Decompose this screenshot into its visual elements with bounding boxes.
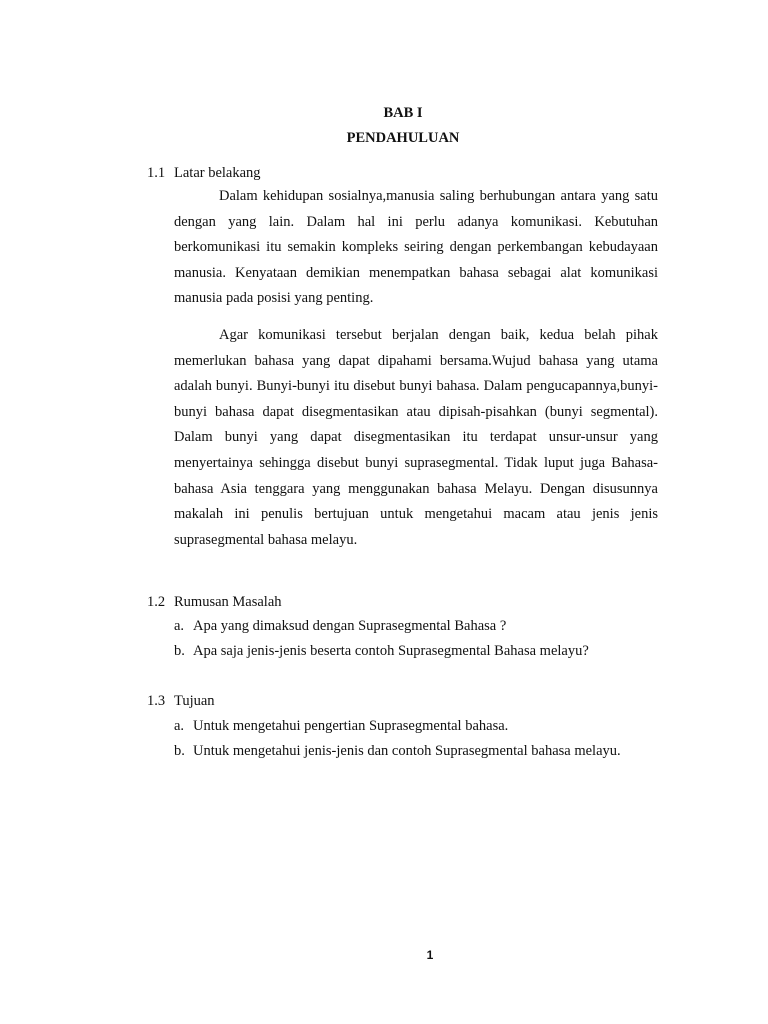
paragraph-2: Agar komunikasi tersebut berjalan dengan baik, kedua belah pihak memerlukan bahasa yang dapat dipahami bersama.Wujud bahasa yang utama adalah bunyi. Bunyi-bunyi itu disebut bunyi bahasa. Dalam pengucapannya,bunyi-bunyi bahasa dapat disegmentasikan atau dipisah-pisahkan (bunyi segmental). Dalam bunyi yang dapat disegmentasikan itu terdapat unsur-unsur yang menyertainya sehingga disebut bunyi suprasegmental. Tidak luput juga Bahasa-bahasa Asia tenggara yang menggunakan bahasa Melayu. Dengan disusunnya makalah ini penulis bertujuan untuk mengetahui macam atau jenis jenis suprasegmental bahasa melayu. xyxy=(174,327,658,548)
list-item xyxy=(174,717,508,735)
list-item-text: Untuk mengetahui jenis-jenis dan contoh Suprasegmental bahasa melayu. xyxy=(193,743,621,759)
list-item-text: Untuk mengetahui pengertian Suprasegmental bahasa. xyxy=(193,718,509,734)
section-number: 1.2 xyxy=(147,594,166,610)
list-marker: a. xyxy=(174,618,185,634)
list-item xyxy=(174,642,589,660)
chapter-title: PENDAHULUAN xyxy=(346,130,460,146)
section-heading-rumusan-masalah xyxy=(147,593,282,611)
list-item-text: Apa saja jenis-jenis beserta contoh Suprasegmental Bahasa melayu? xyxy=(193,643,589,659)
section-number: 1.3 xyxy=(147,693,166,709)
section-heading-latar-belakang xyxy=(147,164,261,182)
section-title: Tujuan xyxy=(174,693,215,709)
chapter-label: BAB I xyxy=(383,105,423,121)
section-number: 1.1 xyxy=(147,165,166,181)
list-item xyxy=(174,742,621,760)
page-number: 1 xyxy=(426,948,434,962)
list-item-text: Apa yang dimaksud dengan Suprasegmental Bahasa ? xyxy=(193,618,507,634)
list-item xyxy=(174,617,506,635)
list-marker: a. xyxy=(174,718,185,734)
list-marker: b. xyxy=(174,643,185,659)
section-title: Latar belakang xyxy=(174,165,261,181)
paragraph-1: Dalam kehidupan sosialnya,manusia saling berhubungan antara yang satu dengan yang lain. Dalam hal ini perlu adanya komunikasi. Kebutuhan berkomunikasi itu semakin kompleks seiring dengan perkembangan kebudayaan manusia. Kenyataan demikian menempatkan bahasa sebagai alat komunikasi manusia pada posisi yang penting. xyxy=(174,188,658,307)
list-marker: b. xyxy=(174,743,185,759)
section-heading-tujuan xyxy=(147,692,215,710)
section-title: Rumusan Masalah xyxy=(174,594,282,610)
